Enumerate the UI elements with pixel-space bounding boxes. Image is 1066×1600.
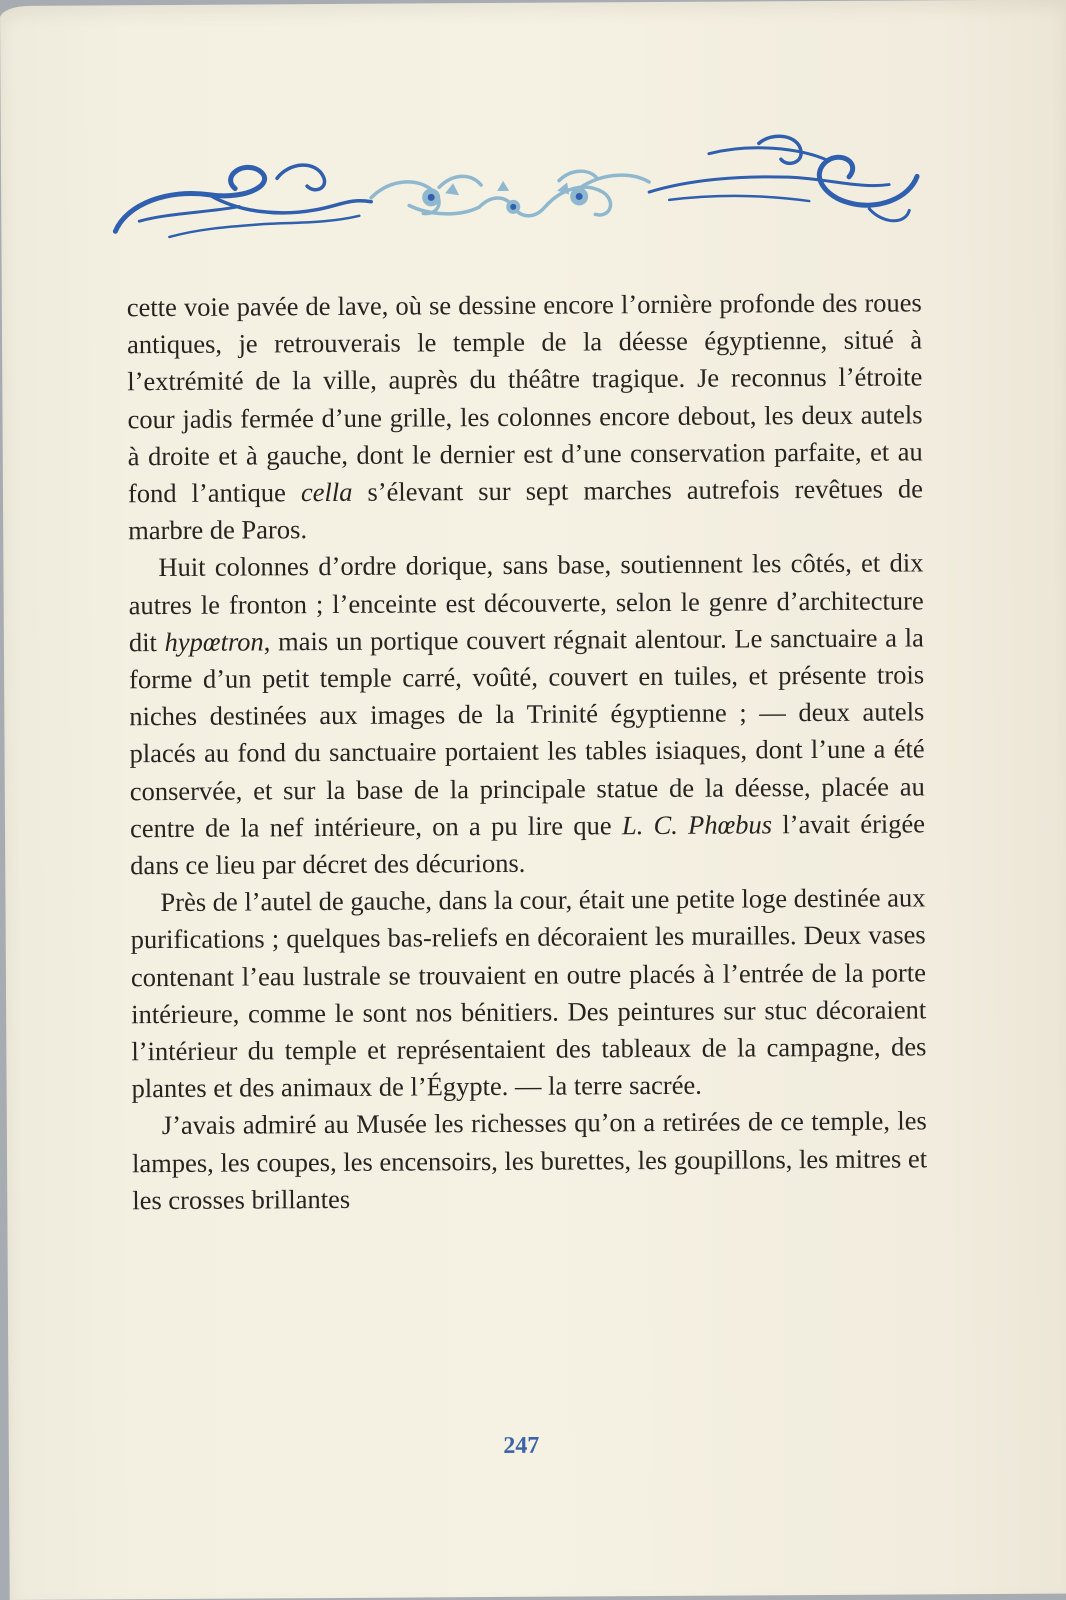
page-number: 247 bbox=[503, 1432, 540, 1459]
paragraph-1-text-a: cette voie pavée de lave, où se dessine encore l’ornière profonde des roues antiques, je retrouverais le temple de la déesse égyptienne, situé à l’extrémité de la ville, auprès du théâtre tragique. Je reconnus l’étroite cour jadis fermée d’une grille, les colonnes encore debout, les deux autels à droite et à gauche, dont le dernier est d’une conservation parfaite, et au fond l’antique bbox=[126, 287, 923, 509]
paragraph-2-text-a: Huit colonnes d’ordre dorique, sans base, soutiennent les côtés, et dix autres le fronton ; l’enceinte est découverte, selon le genre d’architecture dit bbox=[128, 547, 924, 658]
paragraph-2-italic-term: hypœtron bbox=[164, 626, 264, 657]
paragraph-3: Près de l’autel de gauche, dans la cour, était une petite loge destinée aux purifications ; quelques bas-reliefs en décoraient les murailles. Deux vases contenant l’eau lustrale se trouvaient en outre placés à l’entrée de la porte intérieure, comme le sont nos bénitiers. Des peintures sur stuc décoraient l’intérieur du temple et représentaient des tableaux de la campagne, des plantes et des animaux de l’Égypte. — la terre sacrée. bbox=[130, 882, 927, 1104]
paragraph-2-italic-name: L. C. Phœbus bbox=[621, 809, 773, 841]
paragraph-2 bbox=[128, 545, 925, 885]
paragraph-4: J’avais admiré au Musée les richesses qu’on a retirées de ce temple, les lampes, les coupes, les encensoirs, les burettes, les goupillons, les mitres et les crosses brillantes bbox=[131, 1105, 928, 1216]
paragraph-1-text-b: s’élevant sur sept marches autrefois revêtues de marbre de Paros. bbox=[128, 473, 924, 546]
paragraph-1-italic-term: cella bbox=[300, 476, 353, 508]
paragraph-1 bbox=[127, 284, 924, 549]
body-text bbox=[127, 284, 928, 1219]
paragraph-2-text-c: l’avait érigée dans ce lieu par décret des décurions. bbox=[130, 808, 926, 881]
floral-scroll-ornament-icon bbox=[109, 128, 926, 251]
paragraph-2-text-b: , mais un portique couvert régnait alentour. Le sanctuaire a la forme d’un petit temple carré, voûté, couvert en tuiles, et présente trois niches destinées aux images de la Trinité égyptienne ; — deux autels placés au fond du sanctuaire portaient les tables isiaques, dont l’une a été conservée, et sur la base de la principale statue de la déesse, placée au centre de la nef intérieure, on a pu lire que bbox=[129, 622, 925, 844]
